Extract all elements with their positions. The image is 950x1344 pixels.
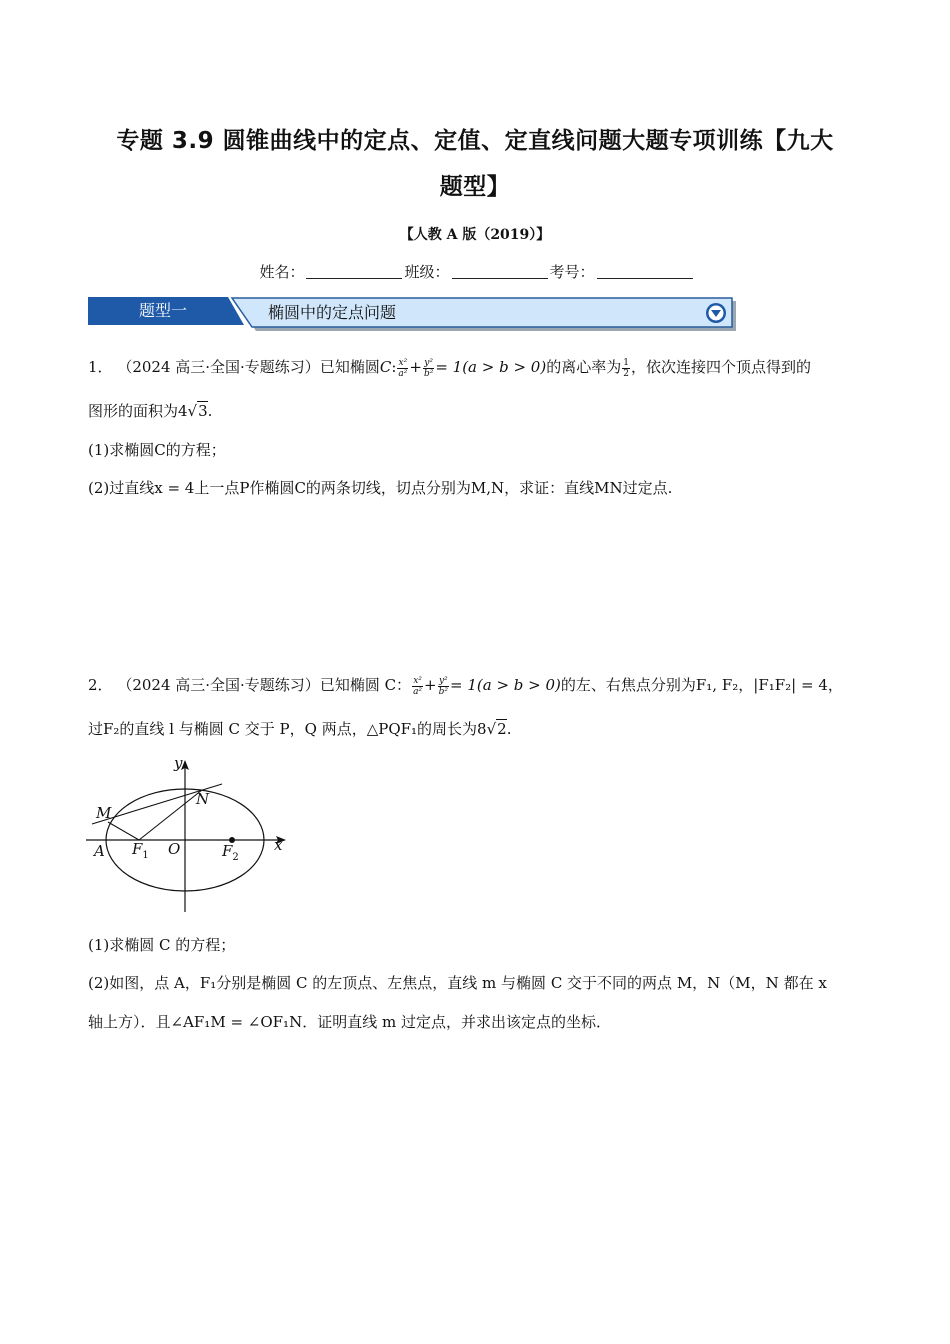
problem-2-part-2-line-1: (2)如图，点 A，F₁分别是椭圆 C 的左顶点、左焦点，直线 m 与椭圆 C 交于不同的两点 M，N（M，N 都在 x (88, 974, 827, 992)
section-title: 椭圆中的定点问题 (268, 303, 397, 322)
section-tag: 题型一 (138, 301, 187, 320)
problem-1-part-1: (1)求椭圆C的方程； (88, 441, 226, 459)
fraction-x: $\frac{\text{x²}}{\text{a²}}$ (398, 357, 408, 379)
problem-1-text-d: 图形的面积为4 (88, 402, 188, 420)
exam-no-blank[interactable] (597, 264, 693, 279)
problem-2-part-1: (1)求椭圆 C 的方程； (88, 936, 236, 954)
edition-label: 【人教 A 版（2019）】 (399, 227, 551, 243)
problem-1-text-b: 的离心率为 (546, 358, 622, 376)
fraction-y: $\frac{\text{y²}}{\text{b²}}$ (423, 357, 434, 379)
sqrt-3: 3 (198, 402, 208, 420)
problem-1-source: （2024 高三·全国·专题练习） (117, 358, 320, 376)
problem-2-text-c: 过F₂的直线 l 与椭圆 C 交于 P，Q 两点，△PQF₁的周长为8 (88, 720, 487, 738)
problem-2-line-1: 2． （2024 高三·全国·专题练习）已知椭圆 C： $\frac{\text{x²}}{\text{a²}}$ + $\frac{\text{y²}}{\text{b²}}$ = 1(a > b > 0)的左、右焦点分别为F₁, F₂，|F₁F₂| = 4， (88, 675, 843, 697)
class-label: 班级： (404, 263, 450, 281)
sqrt-2: 2 (497, 720, 507, 738)
label-O: O (168, 840, 181, 858)
curve-symbol: C (379, 358, 392, 376)
problem-2-text-b: 的左、右焦点分别为F₁, F₂，|F₁F₂| = 4， (560, 676, 843, 694)
problem-1-line-2: 图形的面积为4√3. (88, 402, 213, 420)
label-A: A (94, 842, 105, 860)
problem-1-number: 1． (88, 358, 113, 376)
problem-2-part-2-line-2: 轴上方）．且∠AF₁M = ∠OF₁N．证明直线 m 过定点，并求出该定点的坐标． (88, 1013, 611, 1031)
document-title (70, 118, 880, 210)
problem-1-text-a: 已知椭圆 (319, 358, 380, 376)
label-y: y (174, 754, 183, 772)
title-line-1: 专题 3.9 圆锥曲线中的定点、定值、定直线问题大题专项训练【九大 (116, 128, 834, 154)
label-M: M (96, 804, 112, 822)
fraction-x-2: $\frac{\text{x²}}{\text{a²}}$ (413, 675, 423, 697)
exam-no-label: 考号： (549, 263, 595, 281)
ellipse-diagram (86, 756, 296, 916)
class-blank[interactable] (452, 264, 548, 279)
period: . (207, 402, 213, 420)
problem-2-line-2: 过F₂的直线 l 与椭圆 C 交于 P，Q 两点，△PQF₁的周长为8√2. (88, 720, 512, 738)
problem-2-source: （2024 高三·全国·专题练习） (117, 676, 320, 694)
problem-1-line-1: 1． （2024 高三·全国·专题练习）已知椭圆C: $\frac{\text{x²}}{\text{a²}}$ + $\frac{\text{y²}}{\text{b²}}$ = 1(a > b > 0)的离心率为 $\frac{1}{2}$ ，依次连接四个顶点得到的 (88, 357, 811, 379)
label-F2: $F_2$ (222, 842, 239, 863)
student-info-row (0, 261, 950, 282)
name-blank[interactable] (306, 264, 402, 279)
section-banner (88, 297, 738, 331)
problem-1-part-2: (2)过直线x = 4上一点P作椭圆C的两条切线，切点分别为M,N，求证：直线MN过定点. (88, 479, 673, 497)
chevron-down-icon[interactable] (705, 302, 727, 324)
fraction-eccentricity: $\frac{1}{2}$ (623, 357, 629, 379)
label-x: x (274, 836, 283, 854)
equation-rest-2: = 1(a > b > 0) (450, 676, 561, 694)
fraction-y-2: $\frac{\text{y²}}{\text{b²}}$ (438, 675, 448, 697)
equation-rest: = 1(a > b > 0) (435, 358, 547, 376)
title-line-2: 题型】 (439, 174, 511, 200)
problem-1-text-c: ，依次连接四个顶点得到的 (630, 358, 811, 376)
problem-2-number: 2． (88, 676, 113, 694)
name-label: 姓名： (259, 263, 305, 281)
problem-2-text-a: 已知椭圆 C： (319, 676, 412, 694)
ellipse-figure (86, 756, 296, 916)
period-2: . (506, 720, 512, 738)
label-F1: $F_1$ (132, 840, 149, 861)
label-N: N (196, 790, 210, 808)
